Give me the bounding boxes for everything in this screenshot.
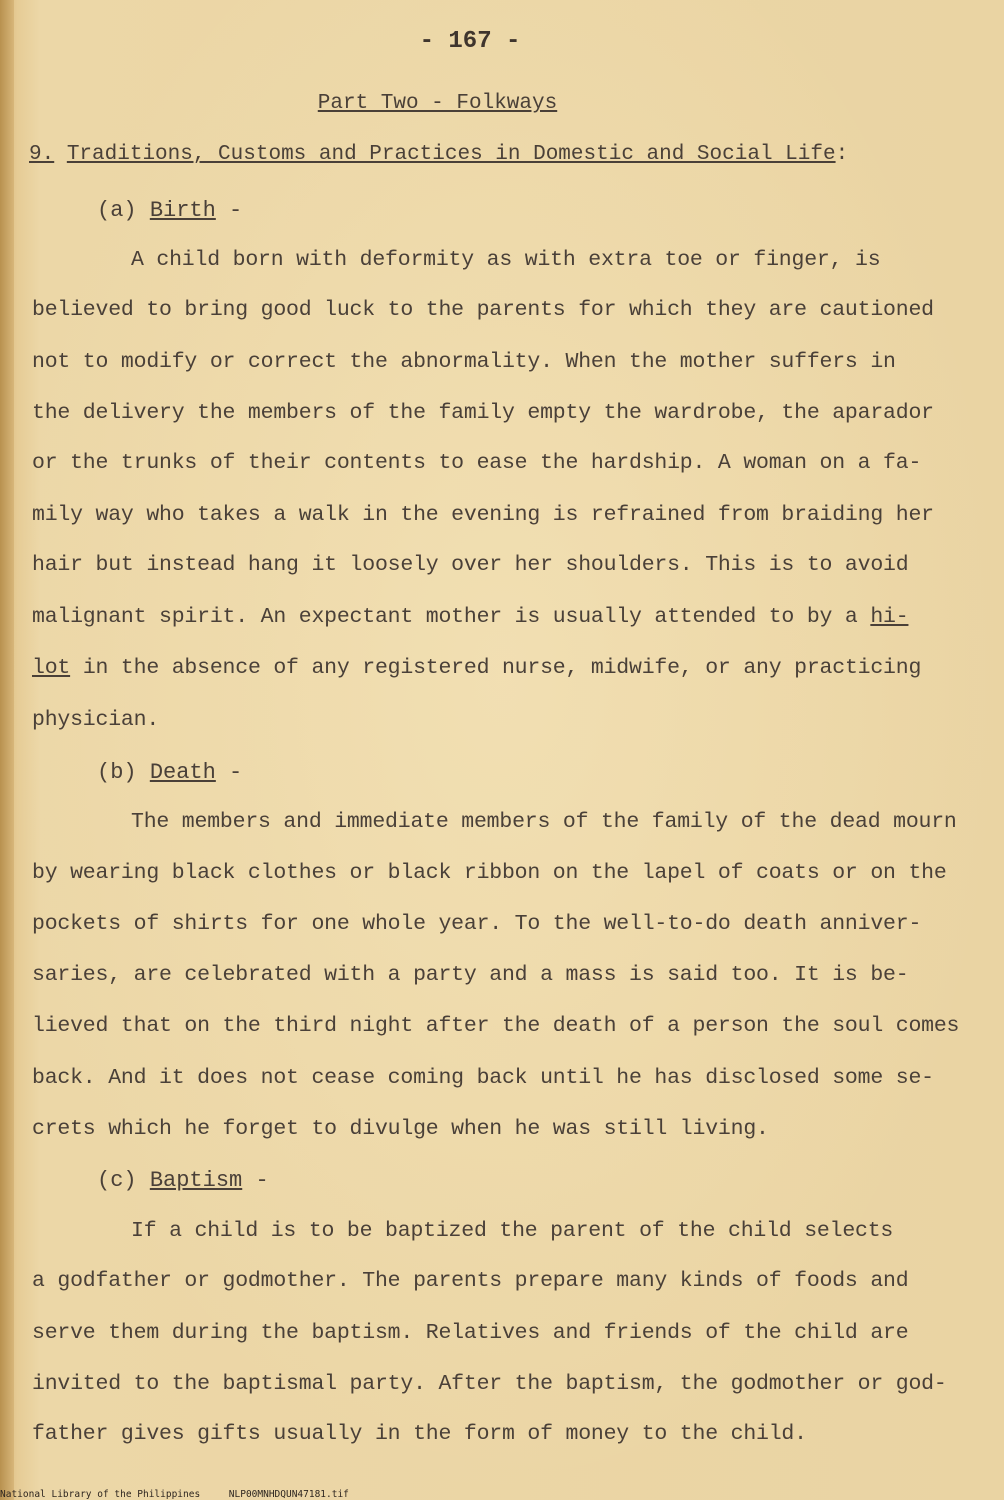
baptism-line-1: If a child is to be baptized the parent of the child selects bbox=[131, 1219, 894, 1243]
death-line-5: lieved that on the third night after the death of a person the soul comes bbox=[32, 1014, 960, 1038]
subhead-label: (a) bbox=[97, 198, 137, 223]
death-line-1: The members and immediate members of the family of the dead mourn bbox=[131, 810, 957, 834]
section-colon: : bbox=[835, 143, 849, 166]
term-hilot-part-2: lot bbox=[32, 656, 71, 680]
baptism-line-2: a godfather or godmother. The parents prepare many kinds of foods and bbox=[32, 1269, 909, 1293]
death-line-4: saries, are celebrated with a party and a mass is said too. It is be- bbox=[32, 963, 909, 987]
footer-library: National Library of the Philippines bbox=[0, 1489, 201, 1500]
birth-line-2: believed to bring good luck to the parents for which they are cautioned bbox=[32, 298, 934, 322]
birth-line-1: A child born with deformity as with extra toe or finger, is bbox=[131, 248, 881, 272]
subhead-baptism bbox=[97, 1168, 269, 1193]
birth-line-10: physician. bbox=[32, 708, 160, 732]
death-line-7: crets which he forget to divulge when he was still living. bbox=[32, 1117, 769, 1141]
subhead-birth bbox=[97, 198, 242, 223]
subhead-dash: - bbox=[229, 198, 243, 223]
birth-line-4: the delivery the members of the family empty the wardrobe, the aparador bbox=[32, 401, 934, 425]
footer-file: NLP00MNHDQUN47181.tif bbox=[228, 1489, 349, 1500]
page-binding-edge bbox=[0, 0, 14, 1500]
death-line-3: pockets of shirts for one whole year. To the well-to-do death anniver- bbox=[32, 912, 922, 936]
section-number: 9. bbox=[29, 143, 55, 166]
birth-line-3: not to modify or correct the abnormality. When the mother suffers in bbox=[32, 350, 896, 374]
subhead-label: (b) bbox=[97, 760, 137, 785]
section-title: Traditions, Customs and Practices in Domestic and Social Life bbox=[66, 143, 836, 166]
subhead-death bbox=[97, 760, 242, 785]
section-heading bbox=[29, 143, 848, 166]
birth-line-8 bbox=[32, 605, 908, 629]
scan-footer bbox=[0, 1489, 349, 1500]
term-hilot-part-1: hi- bbox=[870, 605, 909, 629]
subhead-label: (c) bbox=[97, 1168, 137, 1193]
birth-line-9 bbox=[32, 656, 921, 680]
baptism-line-3: serve them during the baptism. Relatives and friends of the child are bbox=[32, 1321, 909, 1345]
birth-line-9-text: in the absence of any registered nurse, midwife, or any practicing bbox=[82, 656, 922, 680]
baptism-line-5: father gives gifts usually in the form of money to the child. bbox=[32, 1422, 807, 1446]
part-title: Part Two - Folkways bbox=[317, 92, 558, 115]
birth-line-7: hair but instead hang it loosely over her shoulders. This is to avoid bbox=[32, 553, 909, 577]
death-line-6: back. And it does not cease coming back until he has disclosed some se- bbox=[32, 1066, 934, 1090]
subhead-title: Baptism bbox=[149, 1168, 243, 1193]
birth-line-6: mily way who takes a walk in the evening is refrained from braiding her bbox=[32, 503, 934, 527]
page-number: - 167 - bbox=[419, 28, 521, 55]
subhead-dash: - bbox=[255, 1168, 269, 1193]
death-line-2: by wearing black clothes or black ribbon on the lapel of coats or on the bbox=[32, 861, 947, 885]
birth-line-5: or the trunks of their contents to ease the hardship. A woman on a fa- bbox=[32, 451, 922, 475]
birth-line-8-text: malignant spirit. An expectant mother is usually attended to by a bbox=[32, 605, 871, 629]
subhead-dash: - bbox=[229, 760, 243, 785]
subhead-title: Death bbox=[149, 760, 216, 785]
baptism-line-4: invited to the baptismal party. After the baptism, the godmother or god- bbox=[32, 1372, 947, 1396]
subhead-title: Birth bbox=[149, 198, 216, 223]
